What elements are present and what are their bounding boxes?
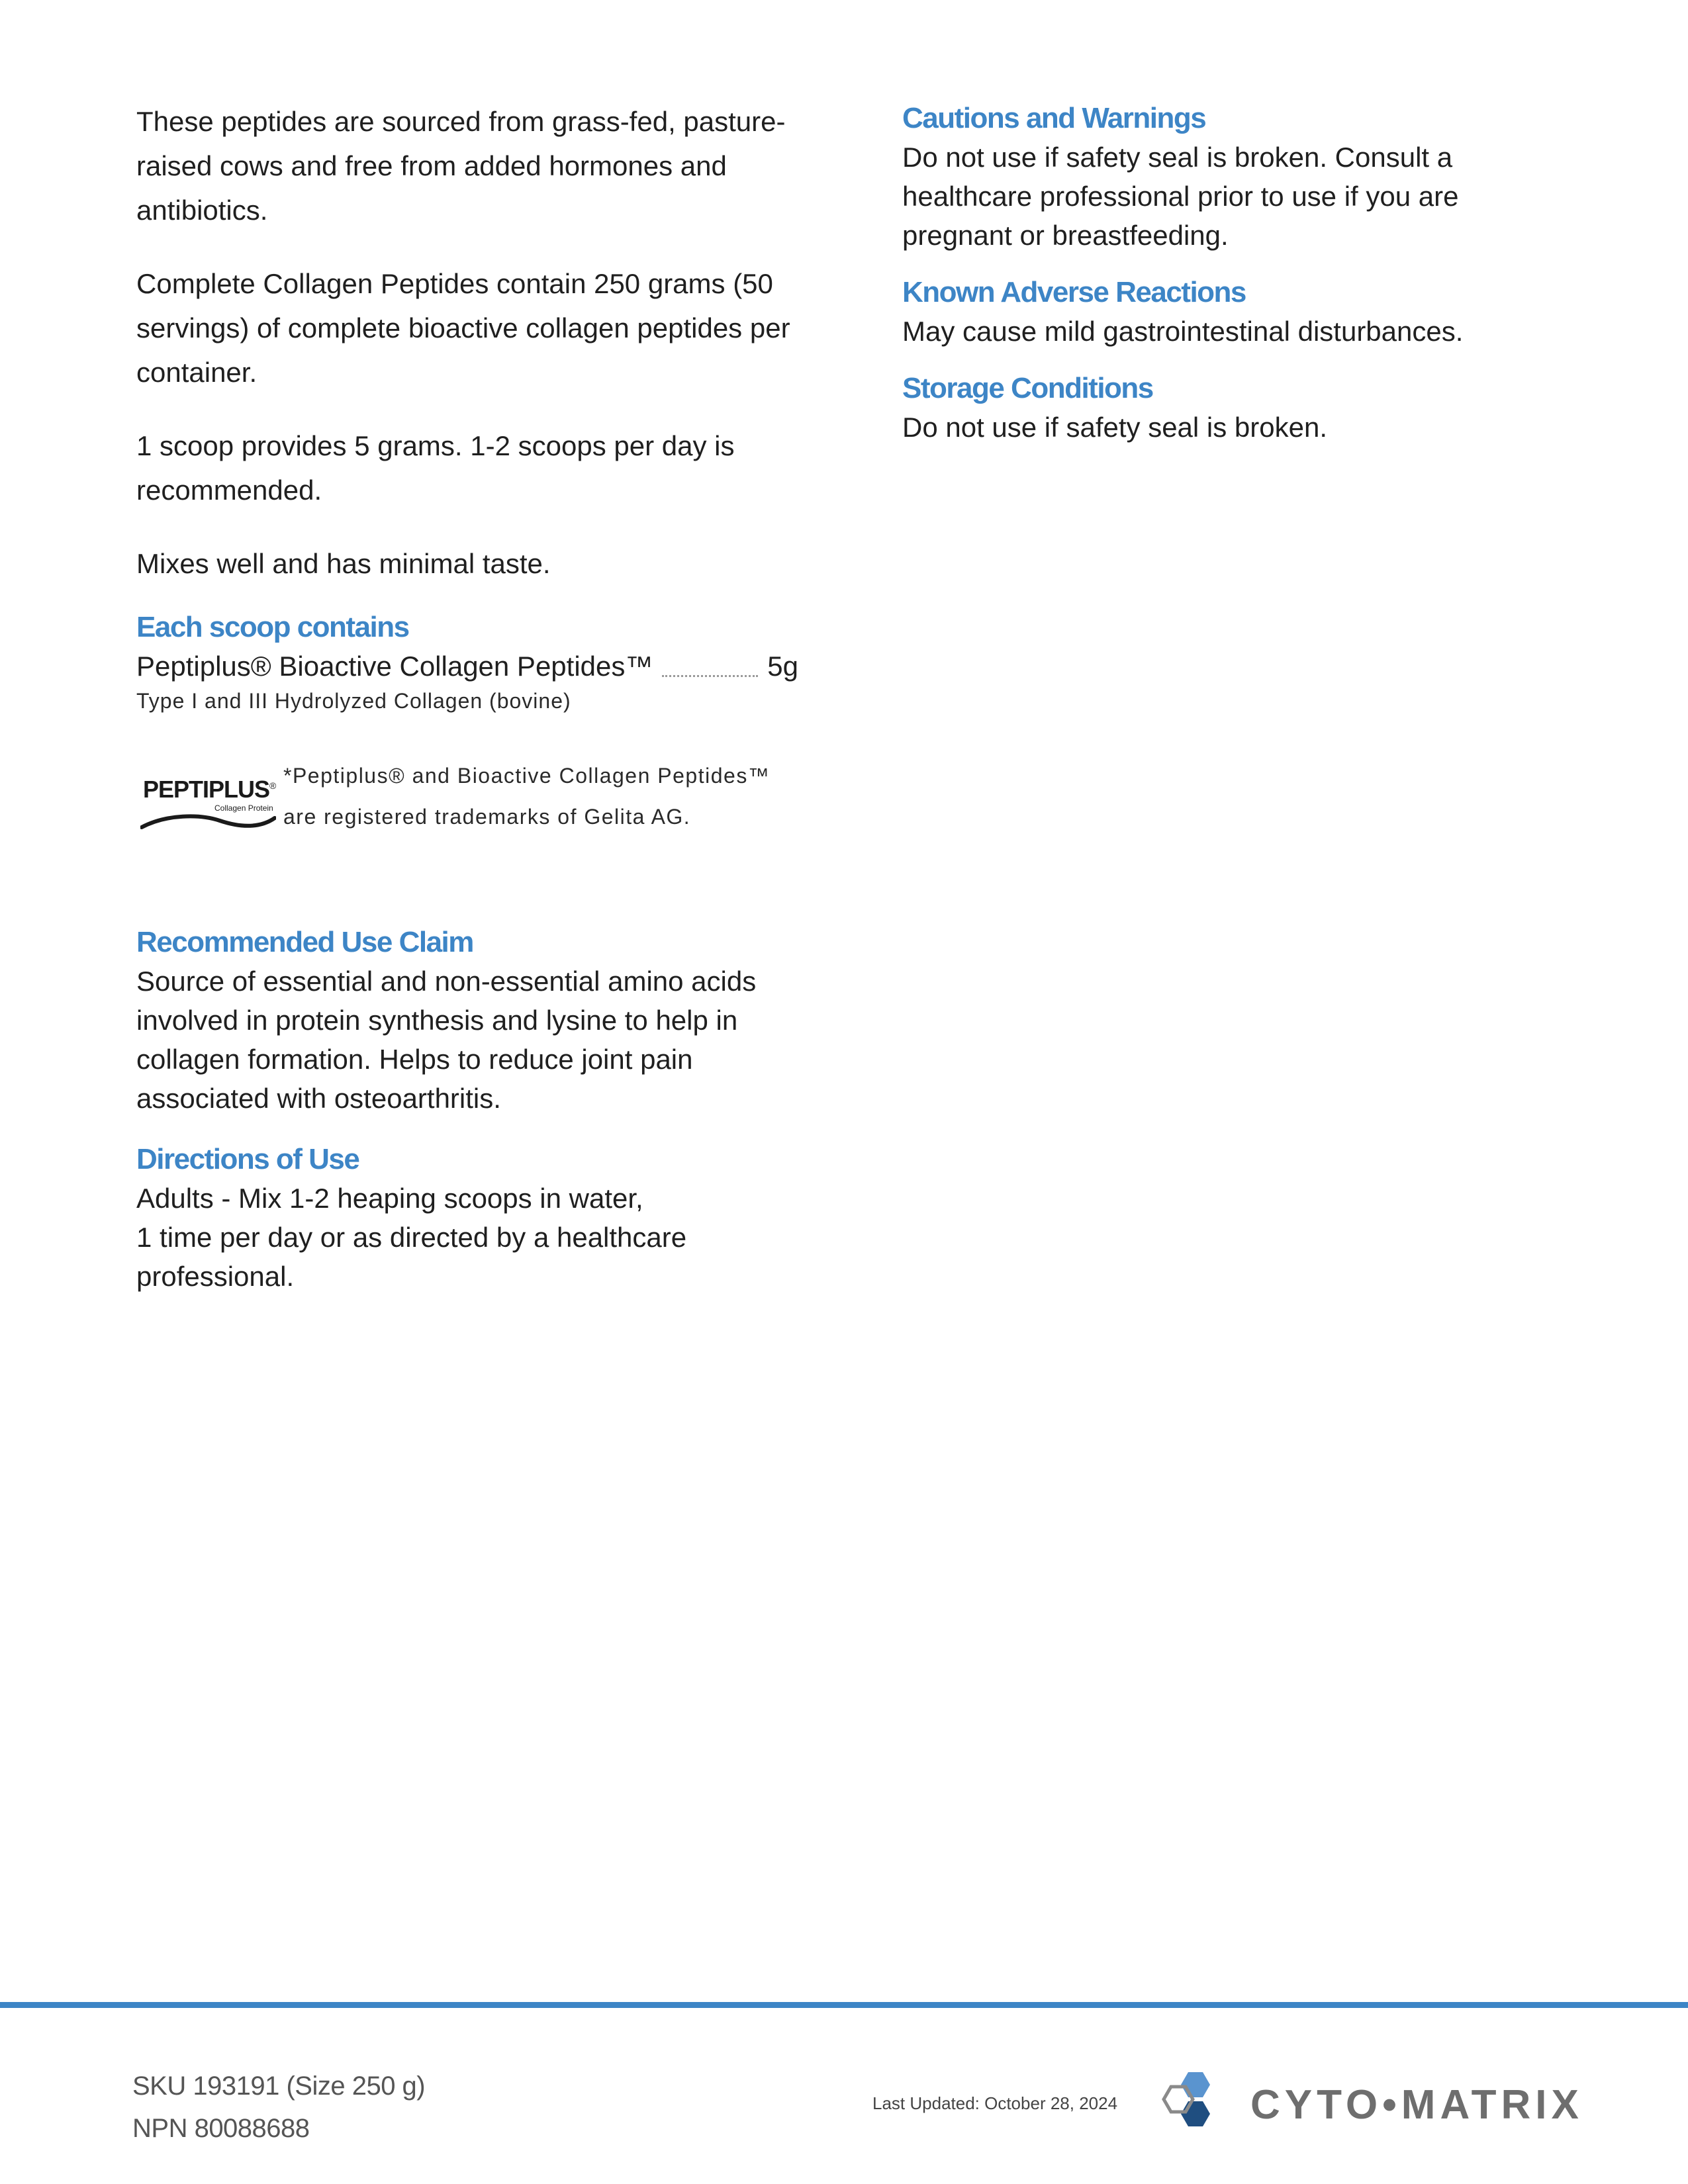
cautions-heading: Cautions and Warnings (902, 102, 1206, 134)
hexagon-cluster-icon (1162, 2068, 1241, 2141)
last-updated: Last Updated: October 28, 2024 (872, 2093, 1118, 2113)
trademark-block (136, 755, 798, 837)
ingredient-description: Type I and III Hydrolyzed Collagen (bovine) (136, 689, 571, 713)
cytomatrix-logo (1162, 2068, 1583, 2141)
ingredient-amount: 5g (767, 651, 798, 682)
directions-heading: Directions of Use (136, 1143, 359, 1175)
left-column (136, 99, 798, 1314)
recommended-use-heading: Recommended Use Claim (136, 926, 473, 958)
directions-line-2: 1 time per day or as directed by a healthcare professional. (136, 1222, 687, 1292)
directions-line-1: Adults - Mix 1-2 heaping scoops in water, (136, 1183, 643, 1214)
logo-tagline: Collagen Protein (214, 803, 273, 813)
intro-paragraph-source: These peptides are sourced from grass-fed, pasture-raised cows and free from added hormones and antibiotics. (136, 106, 786, 226)
right-column (902, 99, 1538, 465)
brand-name: CYTO•MATRIX (1250, 2081, 1583, 2128)
footer-product-info (132, 2065, 425, 2150)
each-scoop-heading: Each scoop contains (136, 611, 409, 643)
trademark-note: *Peptiplus® and Bioactive Collagen Peptides™ are registered trademarks of Gelita AG. (283, 764, 771, 829)
cautions-text: Do not use if safety seal is broken. Consult a healthcare professional prior to use if you are pregnant or breastfeeding. (902, 142, 1459, 251)
ingredient-name: Peptiplus® Bioactive Collagen Peptides™ (136, 651, 653, 682)
footer-divider (0, 2002, 1688, 2008)
logo-wordmark: PEPTIPLUS® (143, 776, 276, 803)
sku-label: SKU 193191 (Size 250 g) (132, 2071, 426, 2101)
adverse-reactions-heading: Known Adverse Reactions (902, 276, 1246, 308)
storage-text: Do not use if safety seal is broken. (902, 412, 1327, 443)
ingredient-row (136, 647, 798, 686)
npn-label: NPN 80088688 (132, 2114, 310, 2143)
peptiplus-logo (136, 760, 275, 833)
recommended-use-text: Source of essential and non-essential amino acids involved in protein synthesis and lysine to help in collagen formation. Helps to reduce joint pain associated with osteoarthritis. (136, 966, 757, 1114)
dotted-leader (662, 675, 758, 677)
storage-heading: Storage Conditions (902, 372, 1153, 404)
intro-paragraph-dose: 1 scoop provides 5 grams. 1-2 scoops per day is recommended. (136, 430, 735, 506)
logo-swoosh-icon (140, 811, 276, 831)
adverse-reactions-text: May cause mild gastrointestinal disturbances. (902, 316, 1464, 347)
intro-paragraph-container: Complete Collagen Peptides contain 250 grams (50 servings) of complete bioactive collagen peptides per container. (136, 268, 790, 388)
intro-paragraph-taste: Mixes well and has minimal taste. (136, 548, 551, 579)
